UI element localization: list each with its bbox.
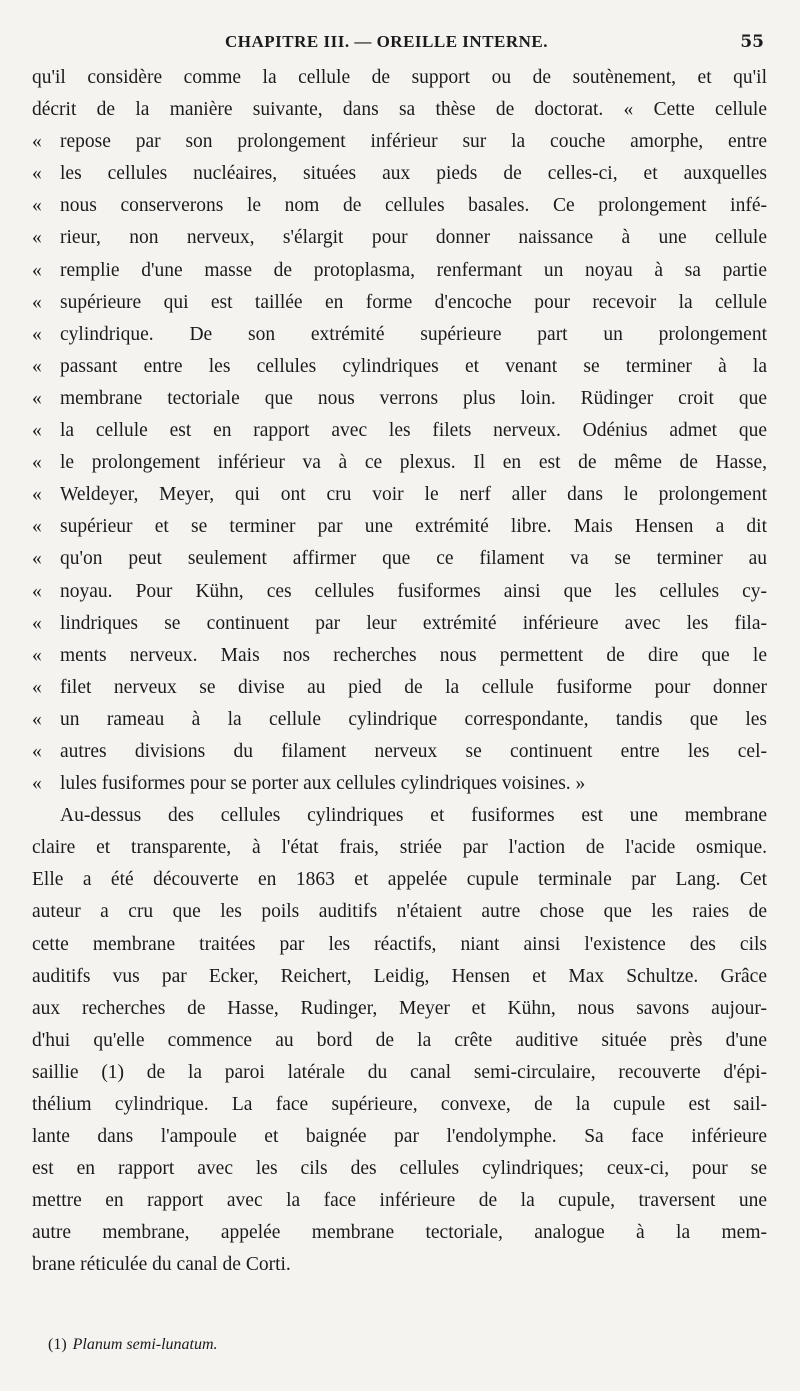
text-line xyxy=(32,543,767,575)
line-text: qu'on peut seulement affirmer que ce filament va se terminer au xyxy=(60,548,767,570)
text-line: Elle a été découverte en 1863 et appelée cupule terminale par Lang. Cet xyxy=(32,869,767,891)
text-line xyxy=(32,190,767,222)
line-text: passant entre les cellules cylindriques et venant se terminer à la xyxy=(60,355,767,377)
body-text xyxy=(32,62,767,1282)
running-title: CHAPITRE III. — OREILLE INTERNE. xyxy=(225,32,549,51)
text-line xyxy=(32,351,767,383)
text-line xyxy=(32,608,767,640)
text-line xyxy=(32,576,767,608)
text-line: est en rapport avec les cils des cellules cylindriques; ceux-ci, pour se xyxy=(32,1158,767,1180)
text-line xyxy=(32,255,767,287)
text-line: d'hui qu'elle commence au bord de la crête auditive située près d'une xyxy=(32,1029,767,1051)
text-line: mettre en rapport avec la face inférieure de la cupule, traversent une xyxy=(32,1190,767,1212)
line-text: lules fusiformes pour se porter aux cellules cylindriques voisines. » xyxy=(60,773,586,795)
quote-mark: « xyxy=(32,323,42,345)
text-line xyxy=(32,511,767,543)
text-line: cette membrane traitées par les réactifs, niant ainsi l'existence des cils xyxy=(32,933,767,955)
quote-mark: « xyxy=(32,227,42,249)
line-text: autres divisions du filament nerveux se continuent entre les cel- xyxy=(60,740,767,762)
quote-mark: « xyxy=(32,131,42,153)
text-line: Au-dessus des cellules cylindriques et fusiformes est une membrane xyxy=(60,805,767,827)
text-line: auteur a cru que les poils auditifs n'étaient autre chose que les raies de xyxy=(32,901,767,923)
text-line xyxy=(32,736,767,768)
text-line: brane réticulée du canal de Corti. xyxy=(32,1254,291,1276)
line-text: nous conserverons le nom de cellules basales. Ce prolongement infé- xyxy=(60,195,767,217)
quote-mark: « xyxy=(32,420,42,442)
quote-mark: « xyxy=(32,163,42,185)
line-text: supérieur et se terminer par une extrémité libre. Mais Hensen a dit xyxy=(60,516,767,538)
text-line xyxy=(32,126,767,158)
text-line: saillie (1) de la paroi latérale du canal semi-circulaire, recouverte d'épi- xyxy=(32,1061,767,1083)
text-line xyxy=(32,704,767,736)
quote-mark: « xyxy=(32,355,42,377)
line-text: les cellules nucléaires, situées aux pieds de celles-ci, et auxquelles xyxy=(60,163,767,185)
quote-mark: « xyxy=(32,773,42,795)
text-line xyxy=(32,415,767,447)
line-text: la cellule est en rapport avec les filets nerveux. Odénius admet que xyxy=(60,420,767,442)
line-text: remplie d'une masse de protoplasma, renfermant un noyau à sa partie xyxy=(60,259,767,281)
quote-mark: « xyxy=(32,580,42,602)
line-text: un rameau à la cellule cylindrique correspondante, tandis que les xyxy=(60,708,767,730)
quote-mark: « xyxy=(32,740,42,762)
footnote-marker: (1) xyxy=(48,1336,67,1353)
quote-mark: « xyxy=(32,452,42,474)
text-line xyxy=(32,287,767,319)
text-line: claire et transparente, à l'état frais, striée par l'action de l'acide osmique. xyxy=(32,837,767,859)
text-line xyxy=(32,640,767,672)
line-text: Weldeyer, Meyer, qui ont cru voir le nerf aller dans le prolongement xyxy=(60,484,767,506)
line-text: le prolongement inférieur va à ce plexus. Il en est de même de Hasse, xyxy=(60,452,767,474)
page-header xyxy=(30,30,770,58)
quote-mark: « xyxy=(32,644,42,666)
text-line: qu'il considère comme la cellule de support ou de soutènement, et qu'il xyxy=(32,67,767,88)
line-text: membrane tectoriale que nous verrons plus loin. Rüdinger croit que xyxy=(60,387,767,409)
quote-mark: « xyxy=(32,195,42,217)
text-line: auditifs vus par Ecker, Reichert, Leidig, Hensen et Max Schultze. Grâce xyxy=(32,965,767,987)
quote-mark: « xyxy=(32,708,42,730)
text-line xyxy=(32,319,767,351)
quote-mark: « xyxy=(32,676,42,698)
line-text: repose par son prolongement inférieur sur la couche amorphe, entre xyxy=(60,131,767,153)
text-line xyxy=(32,479,767,511)
line-text: filet nerveux se divise au pied de la cellule fusiforme pour donner xyxy=(60,676,767,698)
text-line xyxy=(32,672,767,704)
text-line: autre membrane, appelée membrane tectoriale, analogue à la mem- xyxy=(32,1222,767,1244)
line-text: rieur, non nerveux, s'élargit pour donner naissance à une cellule xyxy=(60,227,767,249)
line-text: supérieure qui est taillée en forme d'encoche pour recevoir la cellule xyxy=(60,291,767,313)
quote-mark: « xyxy=(32,612,42,634)
quote-mark: « xyxy=(32,516,42,538)
text-line xyxy=(32,768,767,800)
quote-mark: « xyxy=(32,387,42,409)
line-text: noyau. Pour Kühn, ces cellules fusiformes ainsi que les cellules cy- xyxy=(60,580,767,602)
quote-mark: « xyxy=(32,484,42,506)
text-line xyxy=(32,447,767,479)
text-line: lante dans l'ampoule et baignée par l'endolymphe. Sa face inférieure xyxy=(32,1126,767,1148)
text-line xyxy=(32,222,767,254)
text-line xyxy=(32,383,767,415)
quote-mark: « xyxy=(32,291,42,313)
text-line: aux recherches de Hasse, Rudinger, Meyer et Kühn, nous savons aujour- xyxy=(32,997,767,1019)
quote-mark: « xyxy=(32,548,42,570)
line-text: ments nerveux. Mais nos recherches nous permettent de dire que le xyxy=(60,644,767,666)
footnote-text: Planum semi-lunatum. xyxy=(72,1336,218,1353)
text-line xyxy=(32,158,767,190)
footnote xyxy=(48,1336,218,1354)
line-text: lindriques se continuent par leur extrémité inférieure avec les fila- xyxy=(60,612,767,634)
text-line: décrit de la manière suivante, dans sa thèse de doctorat. « Cette cellule xyxy=(32,99,767,121)
page-number: 55 xyxy=(740,32,764,52)
line-text: cylindrique. De son extrémité supérieure part un prolongement xyxy=(60,323,767,345)
text-line: thélium cylindrique. La face supérieure, convexe, de la cupule est sail- xyxy=(32,1094,767,1115)
quote-mark: « xyxy=(32,259,42,281)
